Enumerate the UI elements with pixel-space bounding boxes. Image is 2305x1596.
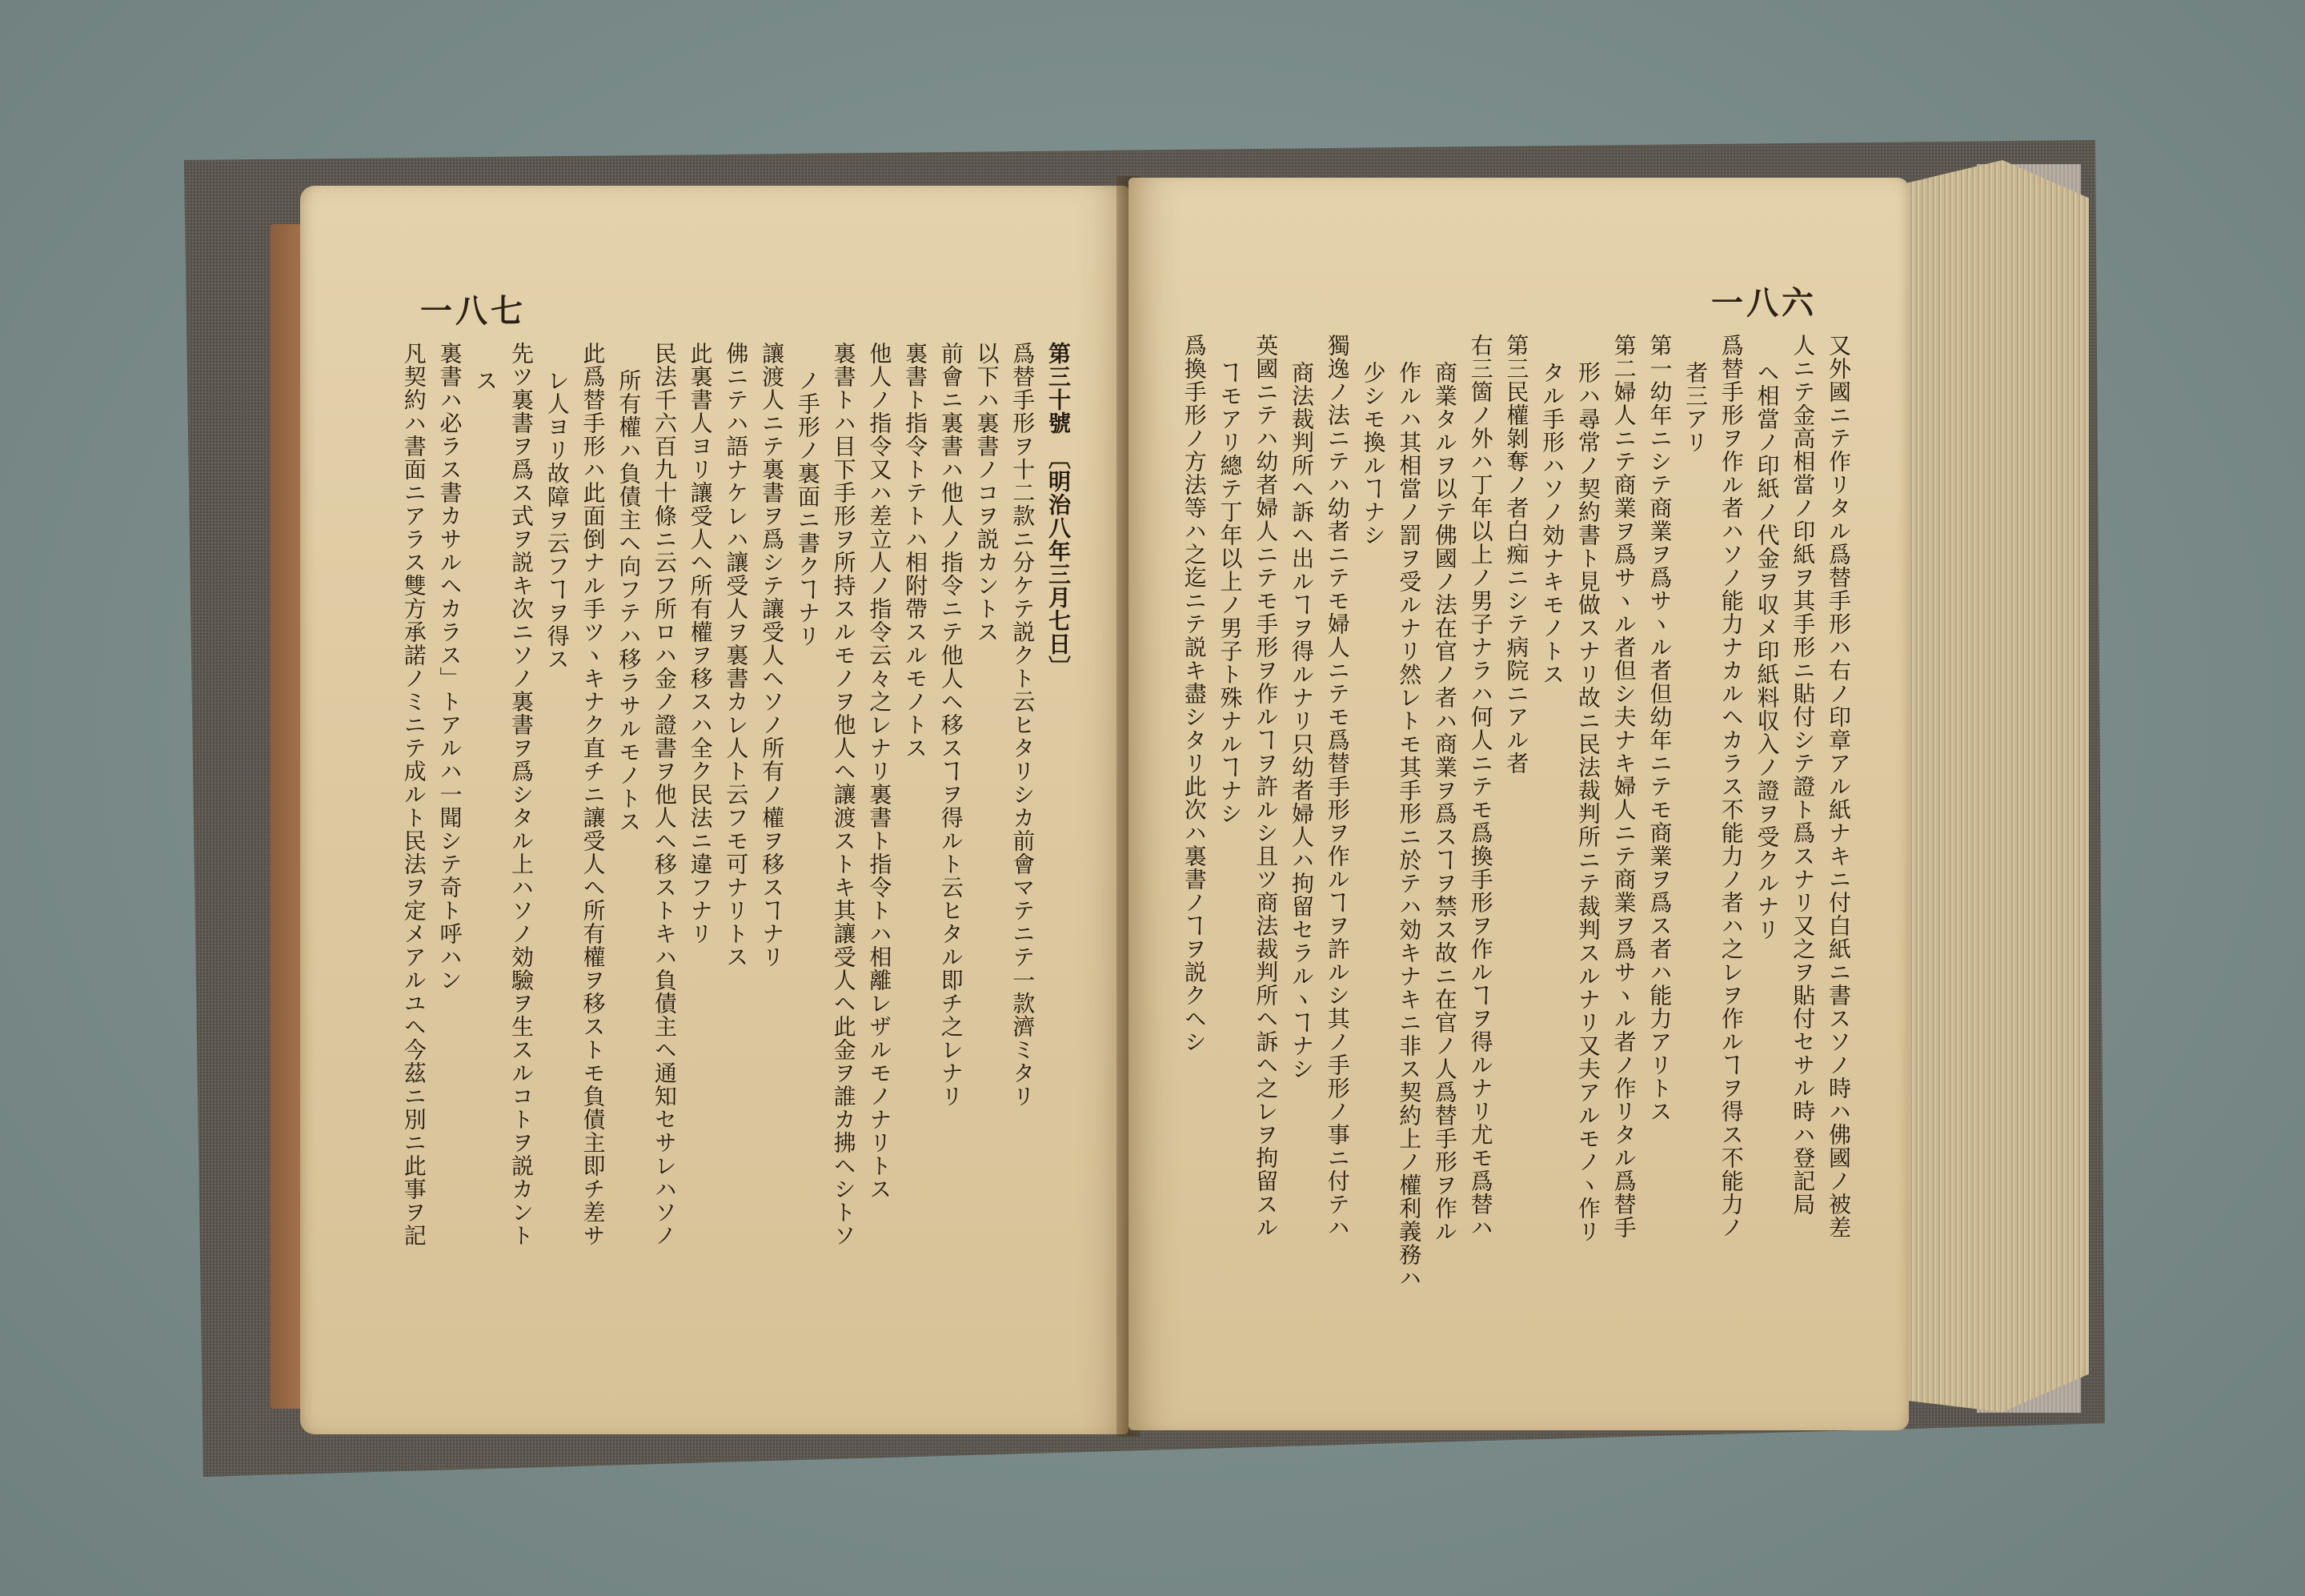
- left-page: [300, 186, 1128, 1434]
- text-column: ヘ相當ノ印紙ノ代金ヲ収メ印紙料収入ノ證ヲ受クルナリ: [1754, 361, 1781, 941]
- text-column: 作ルハ其相當ノ罰ヲ受ルナリ然レトモ其手形ニ於テハ効キナキニ非ス契約上ノ權利義務ハ: [1396, 361, 1423, 1289]
- text-column: 英國ニテハ幼者婦人ニテモ手形ヲ作ルヿヲ許ルシ且ツ商法裁判所ヘ訴ヘ之レヲ拘留スル: [1253, 334, 1280, 1239]
- text-column: 第一幼年ニシテ商業ヲ爲サヽル者但幼年ニテモ商業ヲ爲ス者ハ能力アリトス: [1646, 334, 1674, 1123]
- text-column: 裏書ハ必ラス書カサルヘカラス」トアルハ一聞シテ奇ト呼ハン: [436, 342, 463, 992]
- text-column: 裏書トハ目下手形ヲ所持スルモノヲ他人ヘ讓渡ストキ其讓受人ヘ此金ヲ誰カ拂ヘシトソ: [830, 342, 857, 1247]
- text-column: 所有權ハ負債主ヘ向フテハ移ラサルモノトス: [615, 369, 643, 833]
- text-column: 人ニテ金高相當ノ印紙ヲ其手形ニ貼付シテ證ト爲スナリ又之ヲ貼付セサル時ハ登記局: [1790, 334, 1817, 1216]
- text-column: タル手形ハソノ効ナキモノトス: [1539, 361, 1566, 686]
- page-stack-edge: [1897, 160, 2089, 1425]
- left-page-text: [396, 342, 1076, 1406]
- text-column: 第三民權剝奪ノ者白痴ニシテ病院ニアル者: [1503, 334, 1530, 775]
- cover-inner-edge: [271, 224, 303, 1409]
- text-column: 少シモ換ルヿナシ: [1360, 361, 1387, 547]
- text-column: 此爲替手形ハ此面倒ナル手ツヽキナク直チニ讓受人ヘ所有權ヲ移ストモ負債主即チ差サ: [579, 342, 607, 1247]
- text-column: 民法千六百九十條ニ云フ所ロハ金ノ證書ヲ他人ヘ移ストキハ負債主ヘ通知セサレハソノ: [651, 342, 678, 1247]
- text-column: 爲替手形ヲ十二款ニ分ケテ説クト云ヒタリシカ前會マテニテ一款濟ミタリ: [1009, 342, 1036, 1108]
- text-column: ス: [472, 369, 499, 392]
- right-page-text: [1177, 334, 1857, 1398]
- text-column: 先ツ裏書ヲ爲ス式ヲ説キ次ニソノ裏書ヲ爲シタル上ハソノ効驗ヲ生スルコトヲ説カント: [507, 342, 535, 1247]
- text-column: 者三アリ: [1682, 361, 1710, 454]
- text-column: 形ハ尋常ノ契約書ト見做スナリ故ニ民法裁判所ニテ裁判スルナリ又夫アルモノヽ作リ: [1574, 361, 1601, 1243]
- text-column: 以下ハ裏書ノコヲ説カントス: [973, 342, 1000, 644]
- text-column: 第三十號 〔明治八年三月七日〕: [1045, 342, 1072, 679]
- text-column: ノ手形ノ裏面ニ書クヿナリ: [794, 369, 821, 648]
- text-column: ヿモアリ總テ丁年以上ノ男子ト殊ナルヿナシ: [1217, 361, 1244, 825]
- text-column: 第二婦人ニテ商業ヲ爲サヽル者但シ夫ナキ婦人ニテ商業ヲ爲サヽル者ノ作リタル爲替手: [1610, 334, 1638, 1239]
- left-page-number: 一八七: [420, 292, 526, 330]
- right-page: [1128, 178, 1909, 1430]
- text-column: 佛ニテハ語ナケレハ讓受人ヲ裏書カレ人ト云フモ可ナリトス: [723, 342, 750, 968]
- text-column: 又外國ニテ作リタル爲替手形ハ右ノ印章アル紙ナキニ付白紙ニ書スソノ時ハ佛國ノ被差: [1826, 334, 1852, 1239]
- text-column: 前會ニ裏書ハ他人ノ指令ニテ他人ヘ移スヿヲ得ルト云ヒタル即チ之レナリ: [937, 342, 964, 1108]
- text-column: 商業タルヲ以テ佛國ノ法在官ノ者ハ商業ヲ爲スヿヲ禁ス故ニ在官ノ人爲替手形ヲ作ル: [1431, 361, 1458, 1243]
- text-column: 讓渡人ニテ裏書ヲ爲シテ讓受人ヘソノ所有ノ權ヲ移スヿナリ: [759, 342, 786, 968]
- right-page-number: 一八六: [1711, 284, 1817, 322]
- text-column: 右三箇ノ外ハ丁年以上ノ男子ナラハ何人ニテモ爲換手形ヲ作ルヿヲ得ルナリ尤モ爲替ハ: [1467, 334, 1494, 1239]
- text-column: 他人ノ指令又ハ差立人ノ指令云々之レナリ裏書ト指令トハ相離レザルモノナリトス: [866, 342, 893, 1201]
- text-column: 裏書ト指令トテトハ相附帶スルモノトス: [902, 342, 929, 760]
- text-column: 爲換手形ノ方法等ハ之迄ニテ説キ盡シタリ此次ハ裏書ノヿヲ説クヘシ: [1181, 334, 1208, 1053]
- text-column: 此裏書人ヨリ讓受人ヘ所有權ヲ移スハ全ク民法ニ違フナリ: [687, 342, 714, 945]
- text-column: 獨逸ノ法ニテハ幼者ニテモ婦人ニテモ爲替手形ヲ作ルヿヲ許ルシ其ノ手形ノ事ニ付テハ: [1324, 334, 1351, 1239]
- text-column: レ人ヨリ故障ヲ云フヿヲ得ス: [543, 369, 571, 671]
- text-column: 商法裁判所ヘ訴ヘ出ルヿヲ得ルナリ只幼者婦人ハ拘留セラルヽヿナシ: [1288, 361, 1315, 1081]
- text-column: 凡契約ハ書面ニアラス雙方承諾ノミニテ成ルト民法ヲ定メアルユヘ今茲ニ別ニ此事ヲ記: [400, 342, 427, 1247]
- text-column: 爲替手形ヲ作ル者ハソノ能力ナカルヘカラス不能力ノ者ハ之レヲ作ルヿヲ得ス不能力ノ: [1718, 334, 1745, 1239]
